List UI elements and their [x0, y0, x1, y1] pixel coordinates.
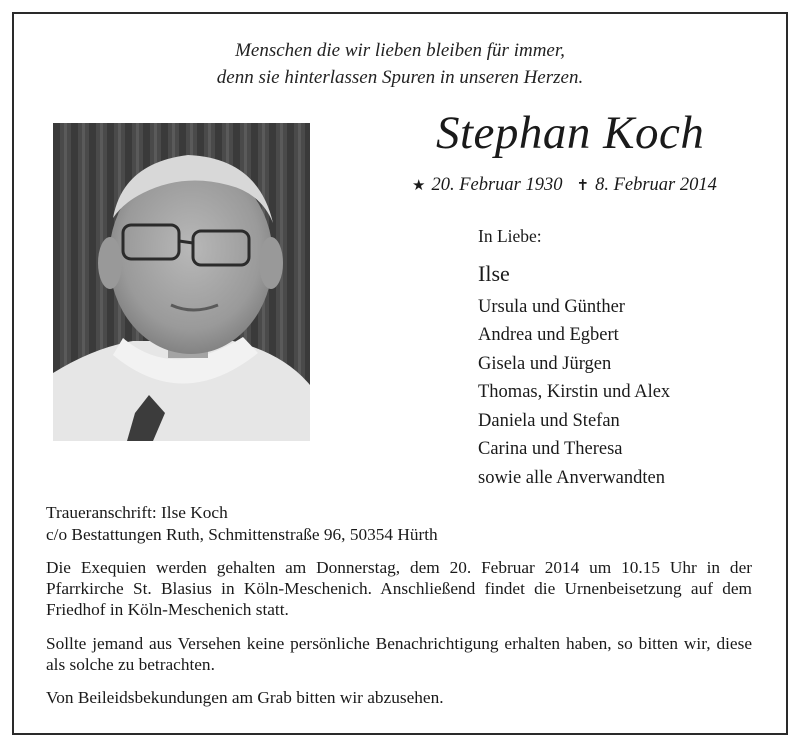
address-line-1: Traueranschrift: Ilse Koch	[46, 503, 228, 522]
mourner-name: sowie alle Anverwandten	[478, 468, 665, 488]
mourner-name: Thomas, Kirstin und Alex	[478, 382, 671, 402]
notification-paragraph: Sollte jemand aus Versehen keine persönliche Benachrichtigung erhalten haben, so bitten wir, diese als solche zu betrachten.	[46, 634, 752, 674]
mourner-name: Carina und Theresa	[478, 439, 623, 459]
mourner-name: Ursula und Günther	[478, 297, 625, 317]
mourner-name: Daniela und Stefan	[478, 411, 620, 431]
deceased-name: Stephan Koch	[436, 107, 705, 159]
motto-line-2: denn sie hinterlassen Spuren in unseren Herzen.	[216, 67, 584, 88]
motto-line-1: Menschen die wir lieben bleiben für immer,	[235, 40, 565, 61]
condolence-paragraph: Von Beileidsbekundungen am Grab bitten wir abzusehen.	[46, 688, 444, 707]
portrait-photo	[53, 123, 310, 441]
mourner-name: Gisela und Jürgen	[478, 354, 612, 374]
address-line-2: c/o Bestattungen Ruth, Schmittenstraße 96, 50354 Hürth	[46, 525, 438, 544]
life-dates	[412, 175, 717, 196]
primary-mourner: Ilse	[478, 261, 510, 286]
mourners-intro: In Liebe:	[478, 226, 542, 246]
mourner-name: Andrea und Egbert	[478, 325, 619, 345]
birth-date: 20. Februar 1930	[431, 175, 563, 195]
star-icon: ★	[412, 178, 426, 194]
death-date: 8. Februar 2014	[595, 175, 717, 195]
service-paragraph: Die Exequien werden gehalten am Donnerstag, dem 20. Februar 2014 um 10.15 Uhr in der Pfarrkirche St. Blasius in Köln-Meschenich. Anschließend findet die Urnenbeisetzung auf dem Friedhof in Köln-Meschenich statt.	[46, 558, 752, 619]
cross-icon: ✝	[576, 178, 590, 194]
